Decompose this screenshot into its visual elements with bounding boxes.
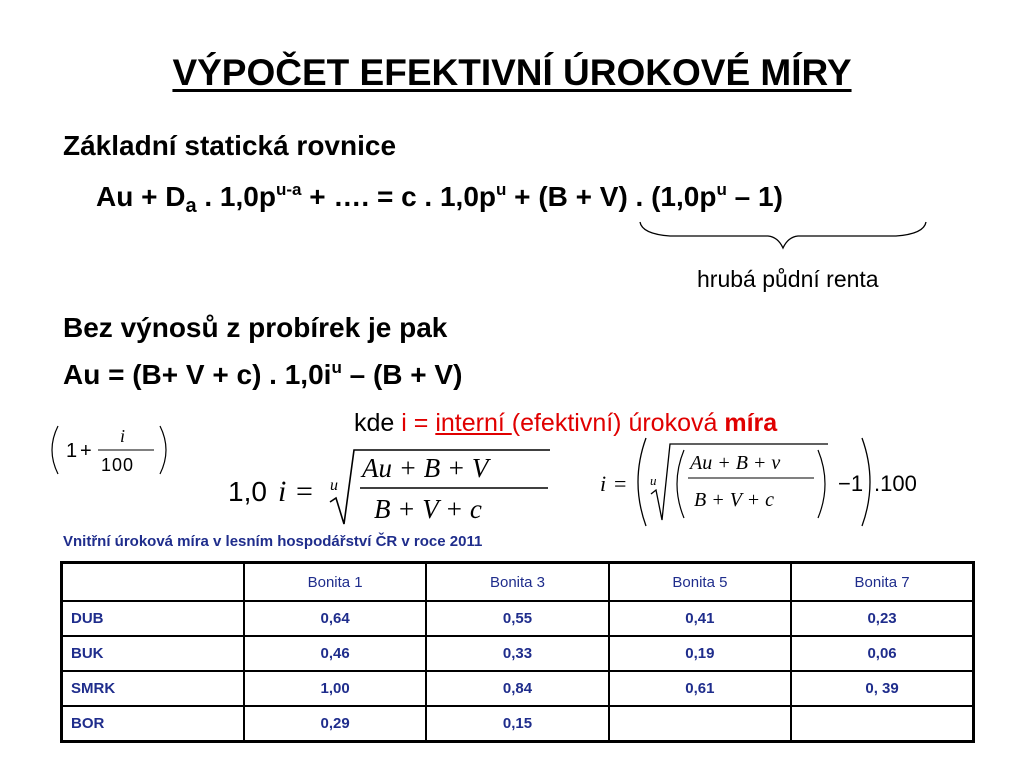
table-row — [62, 636, 974, 671]
svg-text:u: u — [330, 477, 338, 494]
row-label: DUB — [62, 601, 244, 636]
table-header-row — [62, 563, 974, 602]
table-cell: 0,29 — [244, 706, 426, 742]
table-cell: 0,23 — [791, 601, 973, 636]
svg-text:i: i — [278, 475, 287, 508]
table-cell: 1,00 — [244, 671, 426, 706]
table-row — [62, 671, 974, 706]
table-cell: 0,46 — [244, 636, 426, 671]
table-cell: 0,06 — [791, 636, 973, 671]
table-header-cell: Bonita 5 — [609, 563, 791, 602]
row-label: BOR — [62, 706, 244, 742]
table-cell: 0,55 — [426, 601, 608, 636]
small-formula — [48, 422, 172, 478]
static-equation: $Au + D_a$ . $1,0p^{u-a}$ + …. = c . $1,0p^u + (B + V)$ . $(1,0p^u - 1)$ — [96, 180, 783, 217]
table-cell — [609, 706, 791, 742]
table-cell: 0,19 — [609, 636, 791, 671]
table-header-cell: Bonita 7 — [791, 563, 973, 602]
table-cell: 0,64 — [244, 601, 426, 636]
svg-text:+: + — [80, 440, 92, 462]
curly-brace — [630, 218, 936, 254]
formula-right — [594, 436, 934, 530]
table-header-cell: Bonita 1 — [244, 563, 426, 602]
interest-rate-table — [60, 561, 975, 743]
table-cell: 0,15 — [426, 706, 608, 742]
table-cell: 0,33 — [426, 636, 608, 671]
svg-text:1,0: 1,0 — [228, 476, 267, 507]
table-cell: 0,61 — [609, 671, 791, 706]
table-cell: 0, 39 — [791, 671, 973, 706]
svg-text:=: = — [614, 471, 627, 496]
table-row — [62, 706, 974, 742]
table-row — [62, 601, 974, 636]
table-cell: 0,41 — [609, 601, 791, 636]
svg-text:−1: −1 — [838, 471, 864, 496]
svg-text:Au + B + V: Au + B + V — [362, 453, 489, 483]
svg-text:.100: .100 — [874, 471, 917, 496]
static-equation-heading: Základní statická rovnice — [63, 130, 397, 161]
svg-text:i: i — [120, 426, 126, 446]
svg-text:1: 1 — [66, 440, 78, 462]
row-label: BUK — [62, 636, 244, 671]
svg-text:100: 100 — [101, 455, 135, 475]
table-caption: Vnitřní úroková míra v lesním hospodářství ČR v roce 2011 — [63, 533, 483, 550]
brace-label: hrubá půdní renta — [697, 266, 879, 292]
table-header-cell: Bonita 3 — [426, 563, 608, 602]
table-header-cell — [62, 563, 244, 602]
svg-text:=: = — [296, 475, 313, 508]
table-cell: 0,84 — [426, 671, 608, 706]
row-label: SMRK — [62, 671, 244, 706]
no-thinning-heading: Bez výnosů z probírek je pak — [63, 312, 448, 343]
where-definition: kde i = interní (efektivní) úroková míra — [354, 409, 778, 437]
svg-text:Au + B + v: Au + B + v — [690, 452, 781, 474]
table-cell — [791, 706, 973, 742]
formula-left — [220, 446, 560, 528]
svg-text:B + V + c: B + V + c — [374, 494, 482, 524]
no-thinning-equation: Au = (B+ V + c) . $1,0i^u - (B + V)$ — [63, 358, 463, 390]
svg-text:B + V + c: B + V + c — [694, 489, 774, 511]
svg-text:i: i — [600, 471, 607, 496]
svg-text:u: u — [650, 473, 657, 488]
page-title: VÝPOČET EFEKTIVNÍ ÚROKOVÉ MÍRY — [172, 52, 852, 93]
